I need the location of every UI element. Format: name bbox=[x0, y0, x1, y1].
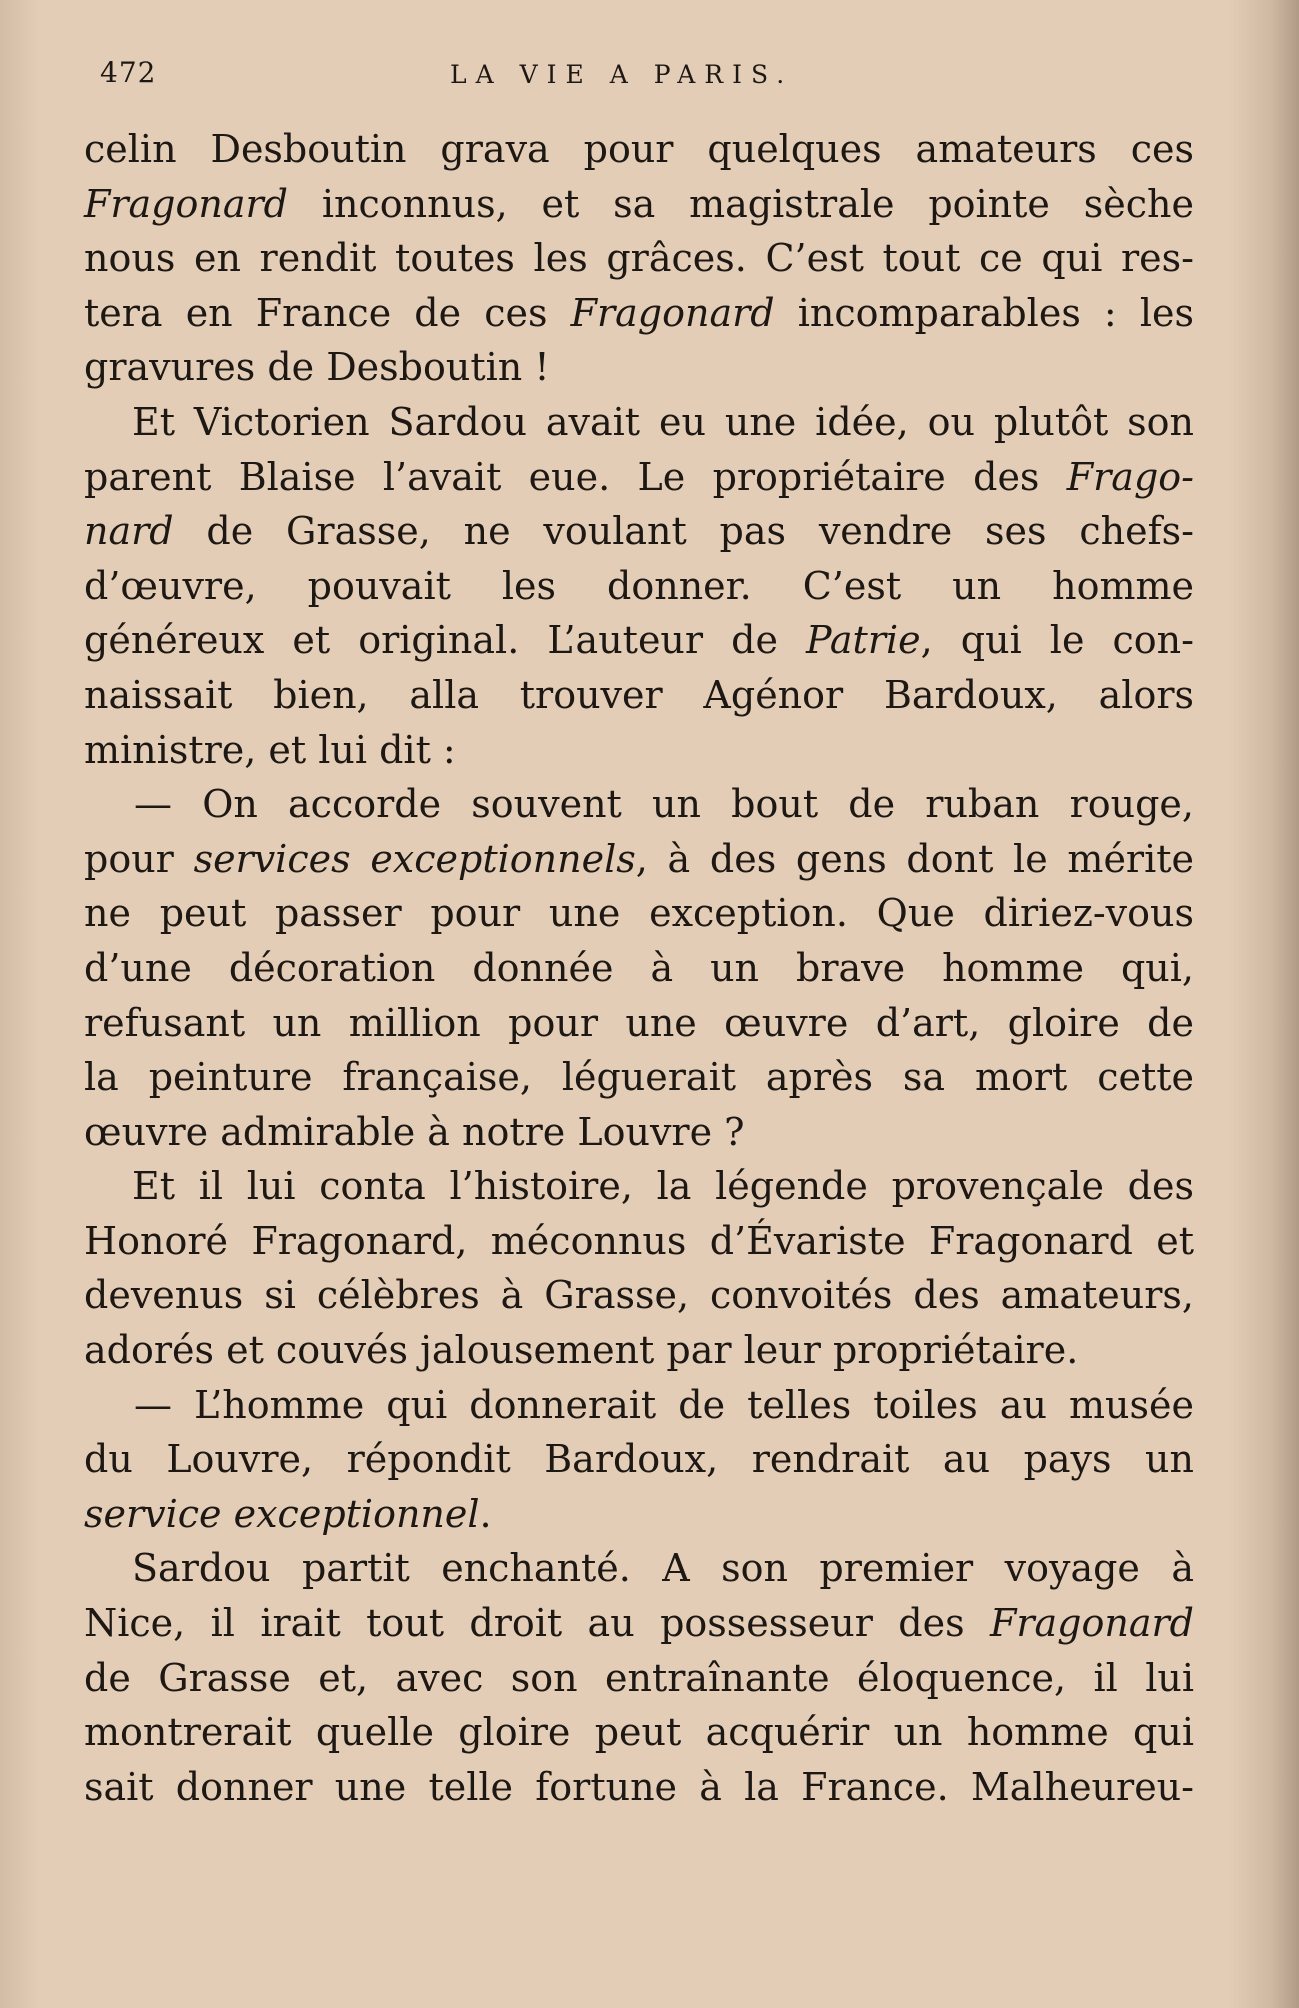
text-segment: Et Victorien Sardou avait eu une idée, ou plutôt son bbox=[132, 399, 1194, 444]
text-segment: tera en France de ces bbox=[84, 290, 571, 335]
text-line bbox=[84, 1432, 1194, 1487]
text-segment: celin Desboutin grava pour quelques amateurs ces bbox=[84, 127, 1194, 171]
text-line bbox=[84, 450, 1194, 505]
text-line bbox=[84, 1487, 1194, 1542]
text-line bbox=[84, 1378, 1194, 1433]
text-line bbox=[84, 1541, 1194, 1596]
text-segment: adorés et couvés jalousement par leur propriétaire. bbox=[84, 1328, 1079, 1373]
text-segment: de Grasse et, avec son entraînante éloquence, il lui bbox=[84, 1655, 1194, 1700]
text-line bbox=[84, 1760, 1194, 1815]
text-segment: , qui le con- bbox=[920, 618, 1194, 663]
text-line bbox=[84, 1323, 1194, 1378]
text-segment: œuvre admirable à notre Louvre ? bbox=[84, 1109, 745, 1154]
text-line bbox=[84, 340, 1194, 395]
page-left-shading bbox=[0, 0, 40, 2008]
text-segment: devenus si célèbres à Grasse, convoités des amateurs, bbox=[84, 1273, 1194, 1318]
text-line bbox=[84, 1105, 1194, 1160]
text-line bbox=[84, 286, 1194, 341]
text-segment: , à des gens dont le mérite bbox=[635, 836, 1195, 881]
text-segment: Honoré Fragonard, méconnus d’Évariste Fragonard et bbox=[84, 1218, 1194, 1263]
italic-text: Patrie bbox=[806, 618, 921, 663]
text-segment: parent Blaise l’avait eue. Le propriétaire des bbox=[84, 454, 1067, 499]
text-line bbox=[84, 1214, 1194, 1269]
text-segment: d’œuvre, pouvait les donner. C’est un homme bbox=[84, 563, 1194, 608]
text-segment: pour bbox=[84, 836, 194, 881]
text-segment: ministre, et lui dit : bbox=[84, 727, 456, 772]
italic-text: Fragonard bbox=[989, 1601, 1194, 1646]
page-header bbox=[100, 56, 1200, 96]
text-line bbox=[84, 1159, 1194, 1214]
text-line bbox=[84, 996, 1194, 1051]
page-number: 472 bbox=[100, 56, 157, 89]
text-segment: d’une décoration donnée à un brave homme qui, bbox=[84, 945, 1194, 990]
italic-text: service exceptionnel bbox=[84, 1491, 480, 1536]
text-segment: Sardou partit enchanté. A son premier voyage à bbox=[132, 1546, 1194, 1591]
text-line bbox=[84, 723, 1194, 778]
italic-text: services exceptionnels bbox=[193, 836, 636, 881]
text-segment: généreux et original. L’auteur de bbox=[84, 618, 807, 663]
text-line bbox=[84, 559, 1194, 614]
text-segment: du Louvre, répondit Bardoux, rendrait au pays un bbox=[84, 1437, 1194, 1482]
text-line bbox=[84, 395, 1194, 450]
running-title: LA VIE A PARIS. bbox=[450, 60, 794, 89]
text-segment: de Grasse, ne voulant pas vendre ses chefs- bbox=[173, 509, 1194, 554]
text-segment: montrerait quelle gloire peut acquérir un homme qui bbox=[84, 1710, 1194, 1755]
body-text bbox=[84, 122, 1194, 1814]
italic-text: Frago- bbox=[1066, 454, 1194, 499]
text-segment: gravures de Desboutin ! bbox=[84, 345, 550, 390]
text-line bbox=[84, 122, 1194, 177]
text-segment: nous en rendit toutes les grâces. C’est tout ce qui res- bbox=[84, 236, 1194, 281]
text-segment: sait donner une telle fortune à la France. Malheureu- bbox=[84, 1764, 1194, 1809]
text-segment: ne peut passer pour une exception. Que diriez-vous bbox=[84, 891, 1194, 936]
text-segment: — L’homme qui donnerait de telles toiles au musée bbox=[134, 1382, 1194, 1427]
text-line bbox=[84, 668, 1194, 723]
text-line bbox=[84, 504, 1194, 559]
text-line bbox=[84, 231, 1194, 286]
text-segment: Et il lui conta l’histoire, la légende provençale des bbox=[132, 1164, 1194, 1209]
text-line bbox=[84, 777, 1194, 832]
text-line bbox=[84, 613, 1194, 668]
text-line bbox=[84, 1596, 1194, 1651]
text-line bbox=[84, 1651, 1194, 1706]
italic-text: Fragonard bbox=[570, 290, 775, 335]
text-segment: Nice, il irait tout droit au possesseur des bbox=[84, 1601, 990, 1646]
text-line bbox=[84, 177, 1194, 232]
text-segment: naissait bien, alla trouver Agénor Bardoux, alors bbox=[84, 672, 1194, 717]
text-segment: incomparables : les bbox=[774, 290, 1194, 335]
text-segment: . bbox=[479, 1491, 492, 1536]
text-segment: refusant un million pour une œuvre d’art, gloire de bbox=[84, 1000, 1194, 1045]
text-line bbox=[84, 941, 1194, 996]
italic-text: Fragonard bbox=[84, 181, 289, 226]
text-line bbox=[84, 1268, 1194, 1323]
text-segment: inconnus, et sa magistrale pointe sèche bbox=[288, 181, 1194, 226]
italic-text: nard bbox=[84, 509, 174, 554]
text-line bbox=[84, 1705, 1194, 1760]
text-line bbox=[84, 832, 1194, 887]
text-line bbox=[84, 886, 1194, 941]
text-segment: — On accorde souvent un bout de ruban rouge, bbox=[134, 782, 1194, 827]
text-line bbox=[84, 1050, 1194, 1105]
page-right-edge-shading bbox=[1229, 0, 1299, 2008]
text-segment: la peinture française, léguerait après sa mort cette bbox=[84, 1055, 1194, 1100]
